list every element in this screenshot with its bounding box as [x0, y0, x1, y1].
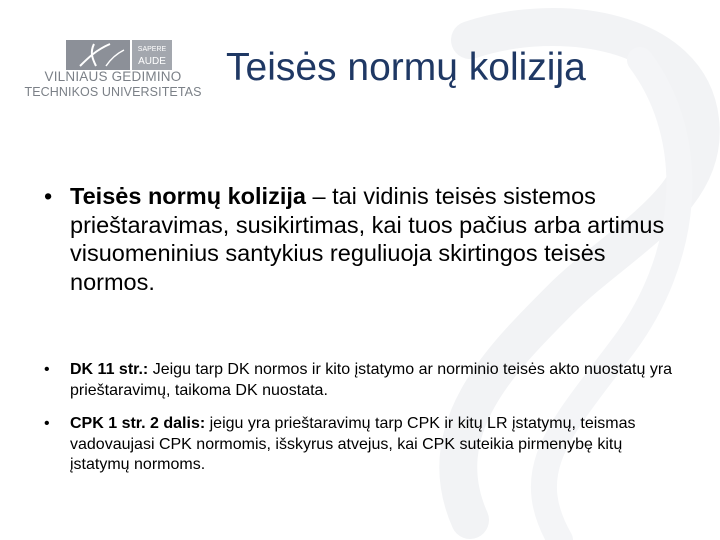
bullet-dk [44, 360, 684, 401]
bullet-cpk [44, 414, 684, 476]
logo-emblem [66, 40, 172, 70]
bullet-dot-icon: • [44, 361, 50, 378]
bullet-definition [44, 182, 684, 296]
bullet-term: CPK 1 str. 2 dalis: [70, 415, 206, 432]
bullet-term: DK 11 str.: [70, 361, 149, 378]
bullet-dot-icon: • [44, 183, 53, 209]
bullet-term: Teisės normų kolizija [70, 183, 306, 209]
bullet-text: Jeigu tarp DK normos ir kito įstatymo ar norminio teisės akto nuostatų yra prieštaravimų, taikoma DK nuostata. [70, 361, 673, 399]
bullet-text: – tai vidinis teisės sistemos prieštaravimas, susikirtimas, kai tuos pačius arba artimus visuomeninius santykius reguliuoja skirtingos teisės normos. [70, 183, 665, 295]
logo-badge-top: SAPERE [137, 46, 167, 53]
slide-title: Teisės normų kolizija [226, 46, 586, 89]
bullet-dot-icon: • [44, 415, 50, 432]
logo-text-line2: TECHNIKOS UNIVERSITETAS [24, 85, 202, 99]
logo-text-line1: VILNIAUS GEDIMINO [44, 69, 182, 84]
logo-badge-bottom: AUDE [138, 56, 166, 67]
university-logo [18, 40, 208, 102]
bullet-text: jeigu yra prieštaravimų tarp CPK ir kitų LR įstatymų, teismas vadovaujasi CPK normomis, išskyrus atvejus, kai CPK suteikia pirmenybę kitų įstatymų normoms. [70, 415, 636, 473]
